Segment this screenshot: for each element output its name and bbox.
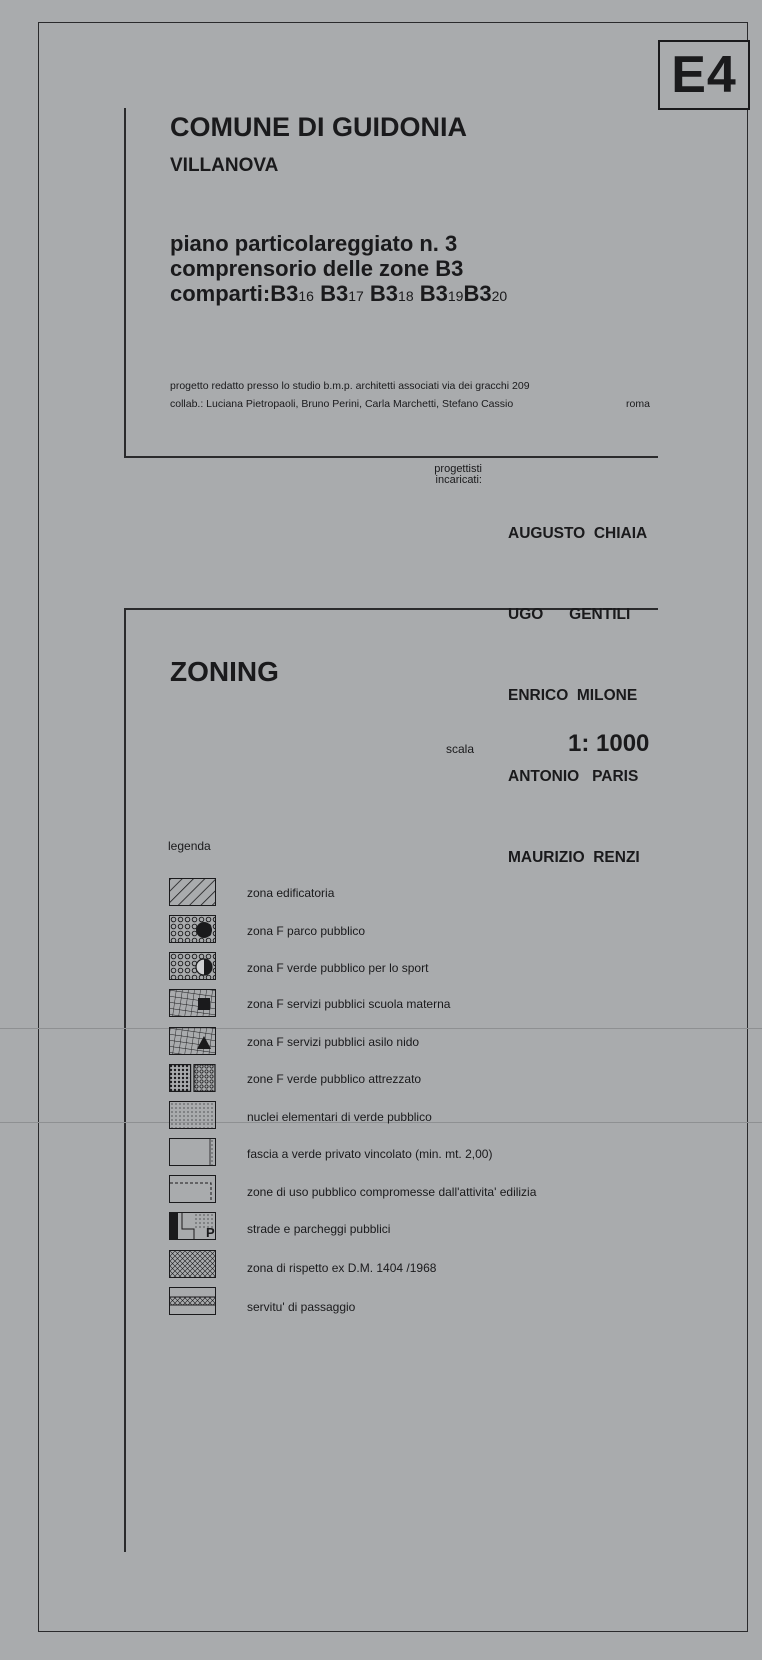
legend-symbol-right-of-way	[169, 1287, 216, 1315]
legend-symbol-private-green	[169, 1138, 216, 1166]
legend-symbol-park	[169, 915, 216, 943]
designers-label: progettisti incaricati:	[434, 463, 482, 486]
circles-half-disc-icon	[170, 953, 216, 980]
legend-symbol-green-nuclei	[169, 1101, 216, 1129]
sheet-code-box	[658, 40, 750, 110]
section-title: ZONING	[170, 656, 279, 687]
designer-name: AUGUSTO CHIAIA	[508, 525, 648, 542]
designer-name: ENRICO MILONE	[508, 687, 638, 704]
designers-list	[508, 466, 650, 898]
legend-label: zone F verde pubblico attrezzato	[247, 1072, 422, 1086]
legend-label: zona F servizi pubblici asilo nido	[247, 1035, 420, 1049]
comparto: B317	[320, 281, 364, 306]
scale-label: scala	[446, 742, 475, 756]
circles-filled-disc-icon	[170, 916, 216, 943]
plan-line-3	[170, 282, 507, 308]
title-block-bottom-rule	[124, 456, 658, 458]
legend-label: strade e parcheggi pubblici	[247, 1222, 391, 1236]
plan-line-1: piano particolareggiato n. 3	[170, 231, 458, 256]
diagonal-hatch-icon	[170, 879, 216, 906]
legend-symbol-equipped-green	[169, 1064, 216, 1092]
parking-p-icon	[170, 1213, 216, 1240]
legend-label: nuclei elementari di verde pubblico	[247, 1110, 432, 1124]
legend-label: zona F parco pubblico	[247, 924, 366, 938]
title-block-left-rule	[124, 108, 126, 456]
edge-strip-icon	[170, 1139, 216, 1166]
studio-line-1: progetto redatto presso lo studio b.m.p. architetti associati via dei gracchi 209	[170, 380, 530, 392]
comparto: B318	[369, 281, 414, 306]
scale-value: 1: 1000	[568, 730, 650, 757]
band-hatch-icon	[170, 1288, 216, 1315]
studio-city: roma	[626, 398, 650, 410]
sheet-code: E4	[671, 46, 737, 104]
legend-label: zone di uso pubblico compromesse dall'attivita' edilizia	[247, 1185, 537, 1199]
fold-line	[0, 1028, 762, 1029]
comparti-prefix: comparti:	[170, 281, 271, 306]
designer-name: ANTONIO PARIS	[508, 768, 639, 785]
legend-label: fascia a verde privato vincolato (min. mt. 2,00)	[247, 1147, 493, 1161]
legend-symbol-roads-parking	[169, 1212, 216, 1240]
legend-symbol-compromised	[169, 1175, 216, 1203]
cross-hatch-icon	[170, 1251, 216, 1278]
studio-line-2: collab.: Luciana Pietropaoli, Bruno Perini, Carla Marchetti, Stefano Cassio	[170, 398, 514, 410]
designer-name: UGO GENTILI	[508, 606, 631, 623]
fine-dots-icon	[170, 1102, 216, 1129]
legend-symbol-sport	[169, 952, 216, 980]
svg-text:P: P	[206, 1225, 215, 1240]
dense-dots-pair-icon	[169, 1064, 216, 1092]
legend-label: servitu' di passaggio	[247, 1300, 356, 1314]
legend-symbol-hatched	[169, 878, 216, 906]
legend-title: legenda	[168, 839, 211, 853]
plan-line-2: comprensorio delle zone B3	[170, 256, 464, 281]
municipality-title: COMUNE DI GUIDONIA	[170, 112, 467, 142]
comparto: B320	[463, 281, 508, 306]
comparto: B319	[419, 281, 464, 306]
grid-triangle-icon	[170, 1028, 216, 1055]
zoning-block-left-rule	[124, 608, 126, 1552]
legend-symbol-kindergarten	[169, 989, 216, 1017]
legend-label: zona F servizi pubblici scuola materna	[247, 997, 451, 1011]
legend-label: zona F verde pubblico per lo sport	[247, 961, 429, 975]
grid-square-icon	[170, 990, 216, 1017]
legend-symbol-buffer-zone	[169, 1250, 216, 1278]
legend-symbol-nursery	[169, 1027, 216, 1055]
comparto: B316	[270, 281, 314, 306]
locality-subtitle: VILLANOVA	[170, 155, 279, 176]
legend-label: zona di rispetto ex D.M. 1404 /1968	[247, 1261, 437, 1275]
legend-label: zona edificatoria	[247, 886, 335, 900]
designer-name: MAURIZIO RENZI	[508, 849, 640, 866]
dashed-outline-icon	[170, 1176, 216, 1203]
